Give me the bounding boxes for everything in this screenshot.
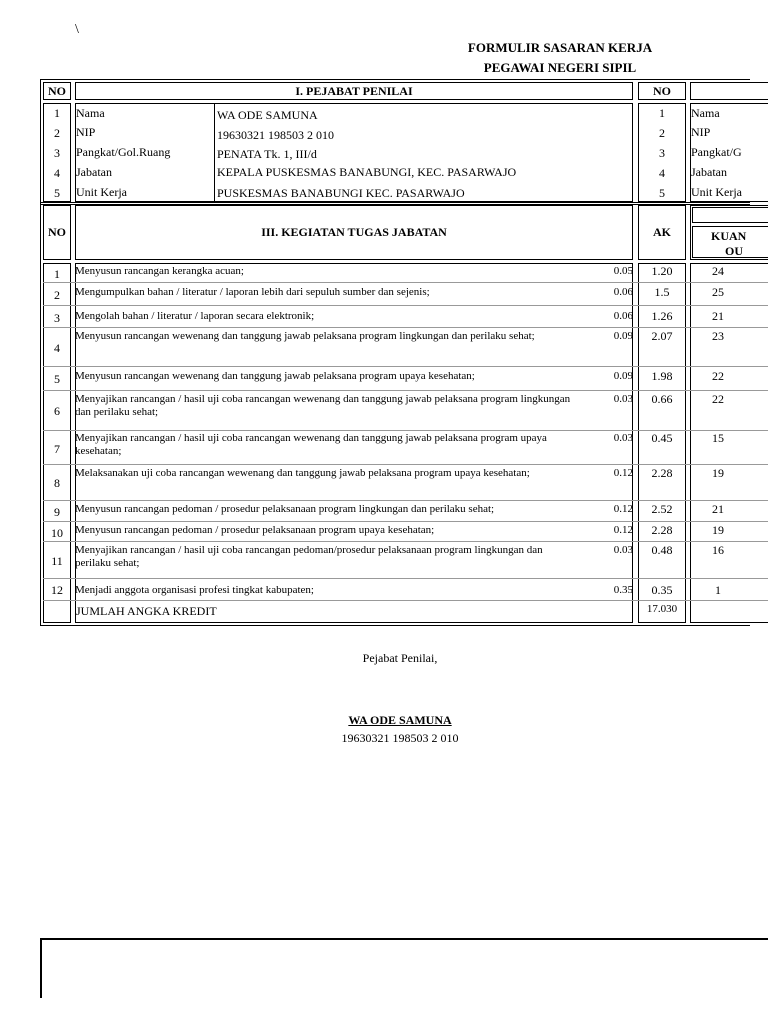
kegiatan-row-text: Menjadi anggota organisasi profesi tingkat kabupaten; (75, 584, 314, 596)
kegiatan-row-no: 10 (51, 526, 63, 540)
kegiatan-kuan-header: KUAN OU (692, 226, 768, 258)
kegiatan-row-unit: 0.05 (613, 265, 633, 277)
signature-role: Pejabat Penilai, (362, 651, 438, 665)
kegiatan-row-ak: 2.52 (651, 502, 673, 516)
pejabat-row-label: Unit Kerja (76, 185, 127, 199)
row-divider (43, 282, 768, 283)
kegiatan-row-text: Menyusun rancangan pedoman / prosedur pelaksanaan program lingkungan dan perilaku sehat; (75, 503, 495, 515)
kegiatan-row-unit: 0.12 (613, 467, 633, 479)
dinilai-row-no: 4 (659, 166, 665, 180)
kegiatan-row-kuan: 22 (712, 369, 724, 383)
kegiatan-row-text: Menyajikan rancangan / hasil uji coba rancangan wewenang dan tanggung jawab pelaksana program lingkungan dan perilaku sehat; (75, 393, 571, 418)
kegiatan-row-text: Menyusun rancangan pedoman / prosedur pelaksanaan program upaya kesehatan; (75, 524, 435, 536)
kegiatan-row-text: Mengumpulkan bahan / literatur / laporan lebih dari sepuluh sumber dan sejenis; (75, 286, 430, 298)
pejabat-row-label: Pangkat/Gol.Ruang (76, 145, 171, 159)
row-divider (43, 327, 768, 328)
kegiatan-row-no: 7 (54, 442, 60, 456)
kegiatan-row-unit: 0.12 (613, 524, 633, 536)
total-label: JUMLAH ANGKA KREDIT (76, 604, 217, 618)
kegiatan-row-ak: 2.28 (651, 523, 673, 537)
kegiatan-row-text: Menyusun rancangan wewenang dan tanggung jawab pelaksana program lingkungan dan perilaku sehat; (75, 330, 535, 342)
row-divider (43, 366, 768, 367)
kegiatan-row-no: 12 (51, 583, 63, 597)
bottom-box-left-border (40, 938, 42, 998)
kegiatan-row-kuan: 23 (712, 329, 724, 343)
pejabat-row-label: Jabatan (76, 165, 112, 179)
dinilai-no-header: NO (638, 82, 686, 100)
kegiatan-row-ak: 1.20 (651, 264, 673, 278)
kegiatan-row-kuan: 25 (712, 285, 724, 299)
bottom-box-top-border (40, 938, 768, 940)
kegiatan-title-header: III. KEGIATAN TUGAS JABATAN (75, 205, 633, 260)
kegiatan-row-unit: 0.06 (613, 310, 633, 322)
kegiatan-row-kuan: 21 (712, 502, 724, 516)
kegiatan-row-kuan: 22 (712, 392, 724, 406)
dinilai-row-no: 3 (659, 146, 665, 160)
dinilai-row-label: Nama (691, 106, 720, 120)
dinilai-row-label: Jabatan (691, 165, 727, 179)
row-divider (43, 578, 768, 579)
pejabat-row-value: KEPALA PUSKESMAS BANABUNGI, KEC. PASARWAJO (217, 165, 517, 179)
kegiatan-row-text: Menyusun rancangan wewenang dan tanggung jawab pelaksana program upaya kesehatan; (75, 370, 475, 382)
signature-nip: 19630321 198503 2 010 (341, 731, 459, 745)
kegiatan-row-ak: 1.26 (651, 309, 673, 323)
pejabat-row-value: PUSKESMAS BANABUNGI KEC. PASARWAJO (217, 186, 465, 200)
pejabat-no-header: NO (43, 82, 71, 100)
row-divider (43, 390, 768, 391)
kegiatan-row-ak: 0.48 (651, 543, 673, 557)
pejabat-row-no: 3 (54, 146, 60, 160)
pejabat-row-no: 2 (54, 126, 60, 140)
kegiatan-row-text: Menyusun rancangan kerangka acuan; (75, 265, 244, 277)
dinilai-row-no: 5 (659, 186, 665, 200)
pejabat-row-value: WA ODE SAMUNA (217, 108, 318, 122)
kegiatan-row-no: 3 (54, 311, 60, 325)
kegiatan-row-ak: 0.66 (651, 392, 673, 406)
kegiatan-row-text: Menyajikan rancangan / hasil uji coba rancangan wewenang dan tanggung jawab pelaksana program upaya kesehatan; (75, 432, 547, 457)
row-divider (43, 521, 768, 522)
dinilai-row-label: Pangkat/G (691, 145, 742, 159)
kegiatan-row-no: 11 (51, 554, 63, 568)
row-divider (43, 541, 768, 542)
kegiatan-row-kuan: 21 (712, 309, 724, 323)
row-divider (43, 500, 768, 501)
kegiatan-row-ak: 0.45 (651, 431, 673, 445)
kegiatan-row-kuan: 19 (712, 466, 724, 480)
kegiatan-row-ak: 2.28 (651, 466, 673, 480)
kegiatan-row-unit: 0.12 (613, 503, 633, 515)
row-divider (43, 600, 768, 601)
form-title-line2: PEGAWAI NEGERI SIPIL (483, 60, 637, 75)
kegiatan-row-no: 1 (54, 267, 60, 281)
kegiatan-row-no: 4 (54, 341, 60, 355)
kegiatan-row-text: Melaksanakan uji coba rancangan wewenang dan tanggung jawab pelaksana program upaya kesehatan; (75, 467, 530, 479)
kegiatan-ak-header: AK (638, 205, 686, 260)
form-title-line1: FORMULIR SASARAN KERJA (467, 40, 653, 55)
dinilai-row-no: 2 (659, 126, 665, 140)
kegiatan-row-unit: 0.03 (613, 432, 633, 444)
kegiatan-row-kuan: 16 (712, 543, 724, 557)
pejabat-row-label: Nama (76, 106, 105, 120)
kegiatan-row-unit: 0.03 (613, 393, 633, 405)
pejabat-row-no: 5 (54, 186, 60, 200)
kegiatan-row-kuan: 24 (712, 264, 724, 278)
dinilai-row-label: NIP (691, 125, 711, 139)
kegiatan-row-unit: 0.35 (613, 584, 633, 596)
pejabat-col-divider (214, 103, 215, 202)
total-value: 17.030 (646, 603, 678, 615)
kegiatan-kuan-top-box (692, 207, 768, 223)
pejabat-row-label: NIP (76, 125, 96, 139)
kegiatan-row-unit: 0.09 (613, 370, 633, 382)
signature-name: WA ODE SAMUNA (348, 713, 452, 727)
pejabat-row-no: 1 (54, 106, 60, 120)
kegiatan-row-ak: 0.35 (651, 583, 673, 597)
kegiatan-row-unit: 0.03 (613, 544, 633, 556)
kegiatan-row-no: 6 (54, 404, 60, 418)
kegiatan-row-unit: 0.09 (613, 330, 633, 342)
kegiatan-row-ak: 2.07 (651, 329, 673, 343)
kegiatan-row-ak: 1.5 (654, 285, 670, 299)
kegiatan-row-no: 5 (54, 372, 60, 386)
dinilai-title-header (690, 82, 768, 100)
pejabat-row-value: PENATA Tk. 1, III/d (217, 147, 317, 161)
pejabat-row-no: 4 (54, 166, 60, 180)
kegiatan-row-ak: 1.98 (651, 369, 673, 383)
kegiatan-row-kuan: 19 (712, 523, 724, 537)
dinilai-row-label: Unit Kerja (691, 185, 742, 199)
dinilai-row-no: 1 (659, 106, 665, 120)
kegiatan-row-no: 8 (54, 476, 60, 490)
row-divider (43, 305, 768, 306)
kegiatan-row-no: 9 (54, 505, 60, 519)
kegiatan-row-no: 2 (54, 288, 60, 302)
kegiatan-no-header: NO (43, 205, 71, 260)
kegiatan-kuan-col (690, 263, 768, 623)
kegiatan-row-unit: 0.06 (613, 286, 633, 298)
row-divider (43, 464, 768, 465)
kegiatan-row-text: Mengolah bahan / literatur / laporan secara elektronik; (75, 310, 315, 322)
kegiatan-row-kuan: 15 (712, 431, 724, 445)
stray-backslash: \ (75, 22, 79, 37)
pejabat-row-value: 19630321 198503 2 010 (217, 128, 334, 142)
kegiatan-row-kuan: 1 (715, 583, 721, 597)
pejabat-title-header: I. PEJABAT PENILAI (75, 82, 633, 100)
kegiatan-row-text: Menyajikan rancangan / hasil uji coba rancangan pedoman/prosedur pelaksanaan program lingkungan dan perilaku sehat; (75, 544, 543, 569)
